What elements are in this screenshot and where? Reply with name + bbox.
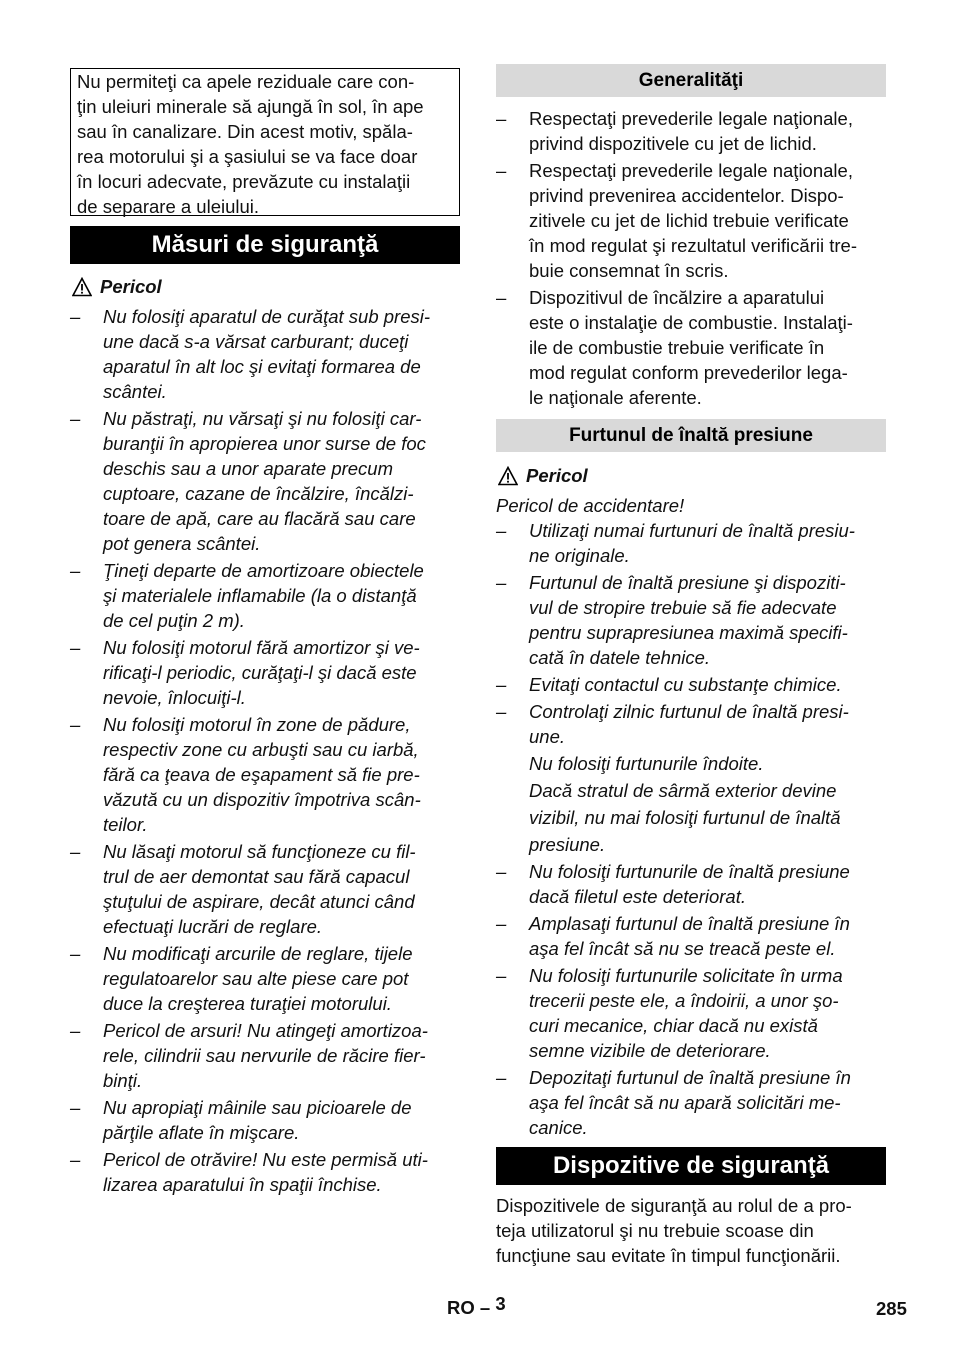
warning-triangle-icon <box>498 466 518 486</box>
text-line: pot genera scântei. <box>103 533 261 554</box>
bullet-dash: – <box>496 1067 507 1088</box>
text-line: Pericol de otrăvire! Nu este permisă uti- <box>103 1149 428 1170</box>
bullet-dash: – <box>496 701 507 722</box>
bullet-dash: – <box>496 674 507 695</box>
text-line: văzută cu un dispozitiv împotriva scân- <box>103 789 421 810</box>
text-line: curi mecanice, chiar dacă nu există <box>529 1015 818 1036</box>
bullet-dash: – <box>70 1149 81 1170</box>
bullet-dash: – <box>496 965 507 986</box>
danger-label-right <box>498 463 588 488</box>
notice-line: de separare a uleiului. <box>77 196 260 217</box>
text-line: Nu folosiţi furtunurile solicitate în urma <box>529 965 843 986</box>
hose-heading: Furtunul de înaltă presiune <box>496 419 886 452</box>
notice-line: Nu permiteţi ca apele reziduale care con- <box>77 71 415 92</box>
text-line: ne originale. <box>529 545 630 566</box>
bullet-dash: – <box>496 572 507 593</box>
text-line: părţile aflate în mişcare. <box>103 1122 300 1143</box>
list-item <box>70 635 465 710</box>
notice-line: sau în canalizare. Din acest motiv, spăla- <box>77 121 413 142</box>
text-line: Amplasaţi furtunul de înaltă presiune în <box>529 913 850 934</box>
list-item <box>70 1147 465 1197</box>
text-line: este o instalaţie de combustie. Instalaţi- <box>529 312 853 333</box>
bullet-dash: – <box>496 160 507 181</box>
list-item <box>496 106 891 156</box>
bullet-dash: – <box>70 714 81 735</box>
notice-line: rea motorului şi a şasiului se va face doar <box>77 146 418 167</box>
text-line: funcţiune sau evitate în timpul funcţionării. <box>496 1245 841 1266</box>
text-line: vul de stropire trebuie să fie adecvate <box>529 597 837 618</box>
footer-section-page: 3 <box>495 1293 506 1314</box>
danger-label-text: Pericol <box>526 464 588 486</box>
environment-notice-box <box>70 68 460 216</box>
notice-line: ţin uleiuri minerale să ajungă în sol, în ape <box>77 96 424 117</box>
text-line: binţi. <box>103 1070 143 1091</box>
warning-triangle-icon <box>72 277 92 297</box>
text-line: une dacă s-a vărsat carburant; duceţi <box>103 331 409 352</box>
text-line: duce la creşterea turaţiei motorului. <box>103 993 392 1014</box>
sub-paragraph-line: Dacă stratul de sârmă exterior devine <box>529 780 837 801</box>
bullet-dash: – <box>70 841 81 862</box>
text-line: toare de apă, care au flacără sau care <box>103 508 416 529</box>
bullet-dash: – <box>70 637 81 658</box>
danger-label-left <box>72 274 162 299</box>
text-line: nevoie, înlocuiţi-l. <box>103 687 246 708</box>
text-line: Dispozitivele de siguranţă au rolul de a pro- <box>496 1195 852 1216</box>
safety-measures-heading: Măsuri de siguranţă <box>70 226 460 264</box>
text-line: dacă filetul este deteriorat. <box>529 886 746 907</box>
bullet-dash: – <box>496 520 507 541</box>
text-line: cată în datele tehnice. <box>529 647 711 668</box>
safety-devices-heading: Dispozitive de siguranţă <box>496 1147 886 1185</box>
text-line: Nu folosiţi aparatul de curăţat sub presi- <box>103 306 431 327</box>
general-heading: Generalităţi <box>496 64 886 97</box>
text-line: rificaţi-l periodic, curăţaţi-l şi dacă este <box>103 662 417 683</box>
text-line: Depozitaţi furtunul de înaltă presiune în <box>529 1067 851 1088</box>
text-line: şi materialele inflamabile (la o distanţă <box>103 585 417 606</box>
text-line: ştuţului de aspirare, decât atunci când <box>103 891 415 912</box>
safety-devices-text <box>496 1193 891 1268</box>
list-item <box>496 859 891 909</box>
text-line: zitivele cu jet de lichid trebuie verificate <box>529 210 849 231</box>
text-line: le naţionale aferente. <box>529 387 702 408</box>
footer-section-ref <box>447 1293 506 1319</box>
list-item <box>70 406 465 556</box>
bullet-dash: – <box>496 287 507 308</box>
text-line: Pericol de arsuri! Nu atingeţi amortizoa- <box>103 1020 428 1041</box>
bullet-dash: – <box>70 560 81 581</box>
text-line: aparatul în alt loc şi evitaţi formarea de <box>103 356 421 377</box>
text-line: Nu folosiţi motorul fără amortizor şi ve- <box>103 637 420 658</box>
page-number: 285 <box>876 1298 907 1319</box>
text-line: une. <box>529 726 566 747</box>
text-line: buranţii în apropierea unor surse de foc <box>103 433 426 454</box>
list-item <box>496 672 891 697</box>
footer-lang: RO <box>447 1297 475 1318</box>
text-line: Nu folosiţi furtunurile de înaltă presiune <box>529 861 850 882</box>
text-line: canice. <box>529 1117 588 1138</box>
text-line: pentru suprapresiunea maximă specifi- <box>529 622 848 643</box>
text-line: Nu apropiaţi mâinile sau picioarele de <box>103 1097 412 1118</box>
text-line: lizarea aparatului în spaţii închise. <box>103 1174 382 1195</box>
list-item <box>70 712 465 837</box>
notice-line: în locuri adecvate, prevăzute cu instalaţii <box>77 171 411 192</box>
text-line: privind dispozitivele cu jet de lichid. <box>529 133 817 154</box>
general-list <box>496 106 891 412</box>
list-item <box>70 558 465 633</box>
text-line: Respectaţi prevederile legale naţionale, <box>529 108 853 129</box>
text-line: Nu păstraţi, nu vărsaţi şi nu folosiţi car- <box>103 408 422 429</box>
text-line: Dispozitivul de încălzire a aparatului <box>529 287 825 308</box>
danger-text: Pericol de accidentare! <box>496 495 685 516</box>
danger-label-text: Pericol <box>100 275 162 297</box>
list-item <box>496 699 891 857</box>
text-line: Respectaţi prevederile legale naţionale, <box>529 160 853 181</box>
text-line: semne vizibile de deteriorare. <box>529 1040 771 1061</box>
footer-sep: – <box>479 1297 491 1318</box>
bullet-dash: – <box>496 913 507 934</box>
text-line: regulatoarelor sau alte piese care pot <box>103 968 409 989</box>
text-line: deschis sau a unor aparate precum <box>103 458 394 479</box>
list-item <box>496 911 891 961</box>
text-line: teja utilizatorul şi nu trebuie scoase din <box>496 1220 814 1241</box>
bullet-dash: – <box>70 306 81 327</box>
bullet-dash: – <box>70 408 81 429</box>
text-line: Evitaţi contactul cu substanţe chimice. <box>529 674 842 695</box>
text-line: fără ca ţeava de eşapament să fie pre- <box>103 764 420 785</box>
list-item <box>70 1018 465 1093</box>
list-item <box>496 570 891 670</box>
text-line: aşa fel încât să nu apară solicitări me- <box>529 1092 841 1113</box>
text-line: Nu lăsaţi motorul să funcţioneze cu fil- <box>103 841 416 862</box>
sub-paragraph-line: Nu folosiţi furtunurile îndoite. <box>529 753 764 774</box>
text-line: Nu folosiţi motorul în zone de pădure, <box>103 714 411 735</box>
list-item <box>496 963 891 1063</box>
safety-measures-list <box>70 304 465 1199</box>
list-item <box>70 941 465 1016</box>
text-line: Furtunul de înaltă presiune şi dispoziti- <box>529 572 846 593</box>
sub-paragraph-line: presiune. <box>529 834 606 855</box>
list-item <box>496 285 891 410</box>
list-item <box>496 518 891 568</box>
hose-list <box>496 518 891 1142</box>
text-line: aşa fel încât să nu se treacă peste el. <box>529 938 836 959</box>
text-line: cuptoare, cazane de încălzire, încălzi- <box>103 483 414 504</box>
text-line: Nu modificaţi arcurile de reglare, tijele <box>103 943 413 964</box>
text-line: Ţineţi departe de amortizoare obiectele <box>103 560 424 581</box>
text-line: trul de aer demontat sau fără capacul <box>103 866 410 887</box>
text-line: de cel puţin 2 m). <box>103 610 245 631</box>
bullet-dash: – <box>496 861 507 882</box>
bullet-dash: – <box>70 943 81 964</box>
text-line: teilor. <box>103 814 148 835</box>
list-item <box>496 158 891 283</box>
list-item <box>496 1065 891 1140</box>
text-line: scântei. <box>103 381 167 402</box>
text-line: în mod regulat şi rezultatul verificării tre- <box>529 235 857 256</box>
text-line: rele, cilindrii sau nervurile de răcire fier- <box>103 1045 426 1066</box>
text-line: Controlaţi zilnic furtunul de înaltă presi- <box>529 701 849 722</box>
bullet-dash: – <box>70 1097 81 1118</box>
text-line: trecerii peste ele, a îndoirii, a unor şo- <box>529 990 839 1011</box>
list-item <box>70 304 465 404</box>
text-line: respectiv zone cu arbuşti sau cu iarbă, <box>103 739 419 760</box>
text-line: efectuaţi lucrări de reglare. <box>103 916 323 937</box>
bullet-dash: – <box>70 1020 81 1041</box>
text-line: Utilizaţi numai furtunuri de înaltă presiu- <box>529 520 855 541</box>
list-item <box>70 1095 465 1145</box>
text-line: buie consemnat în scris. <box>529 260 729 281</box>
text-line: privind prevenirea accidentelor. Dispo- <box>529 185 844 206</box>
bullet-dash: – <box>496 108 507 129</box>
sub-paragraph-line: vizibil, nu mai folosiţi furtunul de înaltă <box>529 807 841 828</box>
list-item <box>70 839 465 939</box>
text-line: ile de combustie trebuie verificate în <box>529 337 825 358</box>
text-line: mod regulat conform prevederilor lega- <box>529 362 848 383</box>
